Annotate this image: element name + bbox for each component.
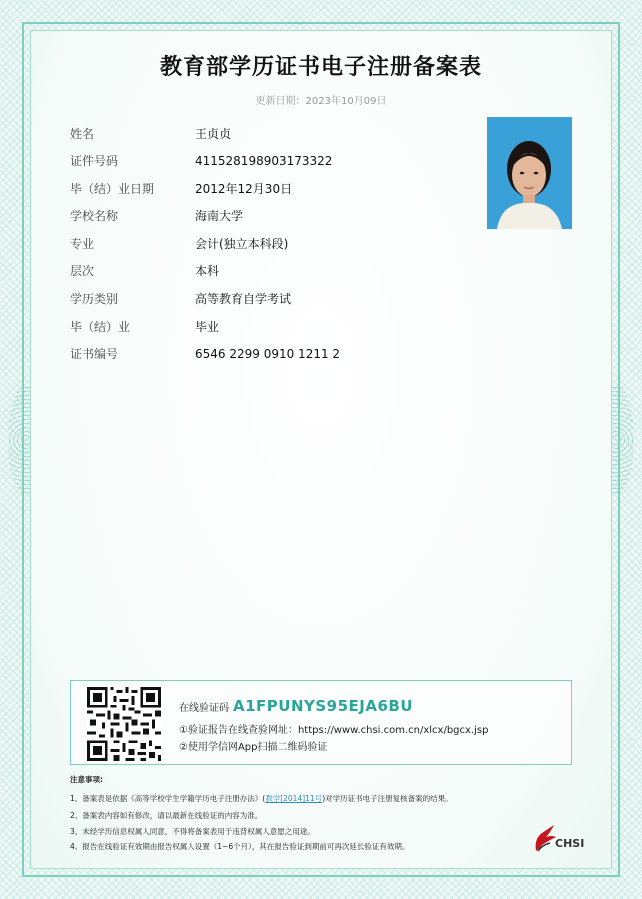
document-title: 教育部学历证书电子注册备案表 — [159, 55, 482, 80]
field-label: 学校名称 — [70, 209, 119, 223]
field-value: 王贞贞 — [195, 127, 232, 141]
chsi-logo — [532, 823, 588, 853]
field-row-level — [70, 261, 490, 281]
verification-code-label: 在线验证码 — [179, 703, 229, 714]
update-date: 更新日期：2023年10月09日 — [255, 96, 387, 107]
field-row-name — [70, 124, 490, 144]
regulation-link[interactable]: 教学[2014]11号 — [265, 794, 323, 803]
verification-app-line: ②使用学信网App扫描二维码验证 — [179, 742, 328, 753]
qr-code-icon[interactable] — [87, 687, 161, 761]
verification-code-line — [179, 697, 413, 715]
verification-url-line: ①验证报告在线查验网址：https://www.chsi.com.cn/xlcx/bgcx.jsp — [179, 725, 489, 736]
note-item-4: 4、报告在线验证有效期由报告权属人设置（1~6个月），其在报告验证到期前可再次延长验证有效期。 — [70, 842, 410, 851]
field-row-school — [70, 206, 490, 226]
note-item-2: 2、备案表内容如有修改，请以最新在线验证的内容为准。 — [70, 811, 263, 820]
field-label: 姓名 — [70, 127, 95, 141]
field-label: 证件号码 — [70, 154, 119, 168]
notes-title: 注意事项: — [70, 775, 103, 784]
verification-code: A1FPUNYS95EJA6BU — [233, 697, 414, 715]
chsi-logo-text: CHSI — [555, 837, 585, 850]
note-item-1 — [70, 793, 453, 804]
field-label: 专业 — [70, 237, 95, 251]
note-item-3: 3、未经学历信息权属人同意，不得将备案表用于违背权属人意愿之用途。 — [70, 827, 315, 836]
field-row-graduation-date — [70, 179, 490, 199]
field-value: 本科 — [195, 264, 220, 278]
field-row-major — [70, 234, 490, 254]
field-label: 学历类别 — [70, 292, 119, 306]
field-row-id-number — [70, 151, 490, 171]
portrait-photo — [487, 117, 572, 229]
field-value: 高等教育自学考试 — [195, 292, 292, 306]
field-value: 海南大学 — [195, 209, 244, 223]
field-label: 层次 — [70, 264, 95, 278]
field-row-certificate-number — [70, 344, 490, 364]
note-text: )对学历证书电子注册复核备案的结果。 — [322, 794, 453, 803]
field-row-completion — [70, 317, 490, 337]
field-label: 毕（结）业日期 — [70, 182, 155, 196]
verification-box — [70, 680, 572, 765]
note-text: 1、备案表是依据《高等学校学生学籍学历电子注册办法》( — [70, 794, 266, 803]
field-value: 毕业 — [195, 320, 220, 334]
field-value: 会计(独立本科段) — [195, 237, 289, 251]
field-value: 2012年12月30日 — [195, 182, 293, 196]
field-label: 毕（结）业 — [70, 320, 131, 334]
field-row-education-type — [70, 289, 490, 309]
field-label: 证书编号 — [70, 347, 119, 361]
field-value: 411528198903173322 — [195, 154, 333, 168]
field-value: 6546 2299 0910 1211 2 — [195, 347, 341, 361]
